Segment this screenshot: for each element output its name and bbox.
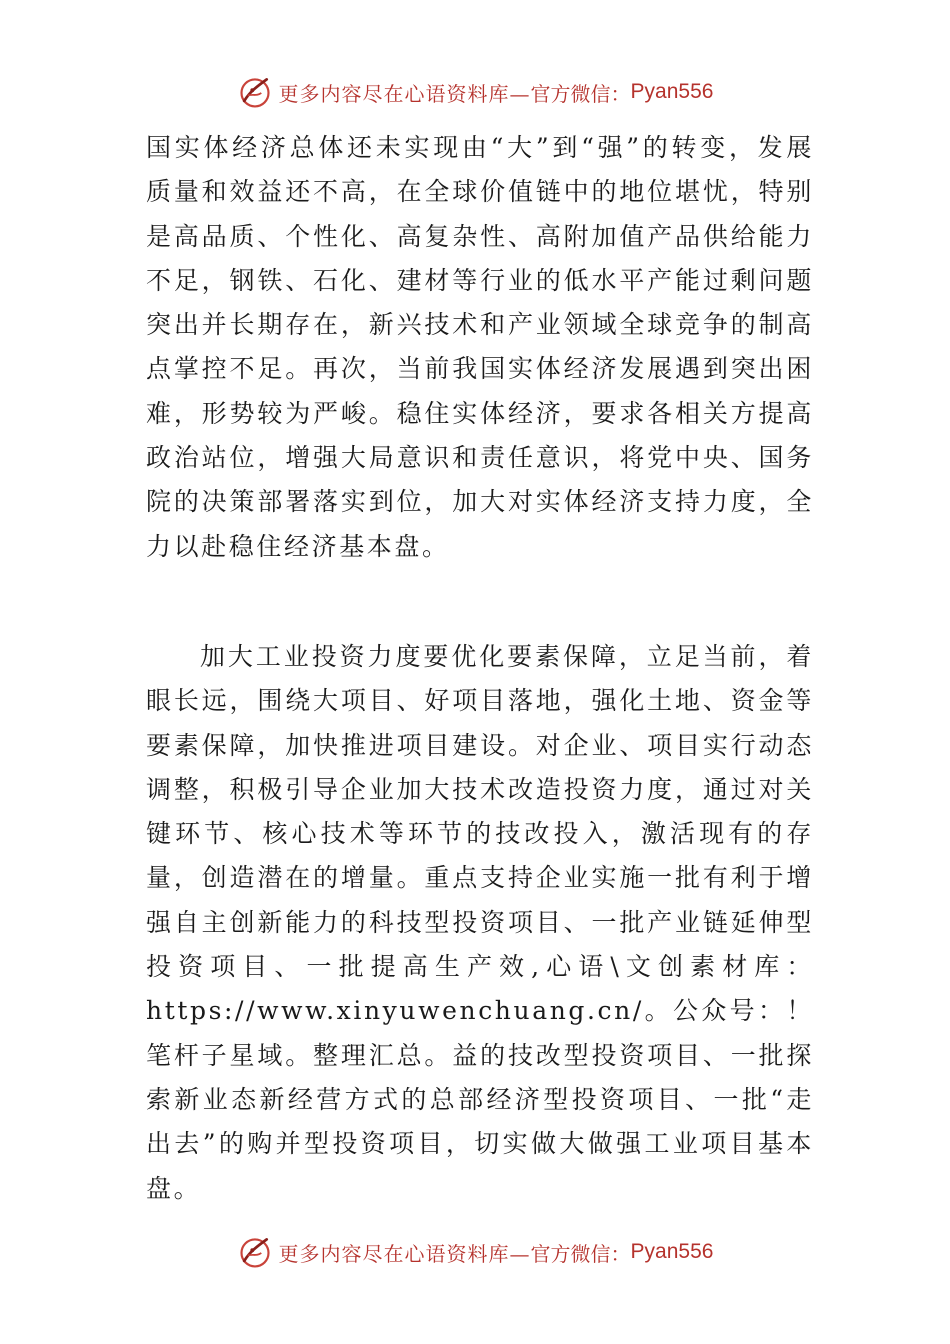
watermark-wechat-label: 官方微信：: [530, 1241, 631, 1266]
paragraph-gap: [146, 569, 814, 635]
watermark-wechat-id: Pyan556: [630, 80, 714, 103]
watermark-wechat-id: Pyan556: [630, 1240, 714, 1263]
watermark-text: 更多内容尽在心语资料库—: [278, 81, 531, 106]
footer-watermark: [0, 1232, 950, 1272]
paragraph-2: 加大工业投资力度要优化要素保障，立足当前，着眼长远，围绕大项目、好项目落地，强化土地、资金等要素保障，加快推进项目建设。对企业、项目实行动态调整，积极引导企业加大技术改造投资力度，通过对关键环节、核心技术等环节的技改投入，激活现有的存量，创造潜在的增量。重点支持企业实施一批有利于增强自主创新能力的科技型投资项目、一批产业链延伸型投资项目、一批提高生产效,心语\文创素材库：https://www.xinyuwenchuang.cn/。公众号：！笔杆子星域。整理汇总。益的技改型投资项目、一批探索新业态新经营方式的总部经济型投资项目、一批“走出去”的购并型投资项目，切实做大做强工业项目基本盘。: [146, 641, 814, 1203]
brush-logo-icon: [237, 1234, 273, 1270]
paragraph-1: 国实体经济总体还未实现由“大”到“强”的转变，发展质量和效益还不高，在全球价值链中的地位堪忧，特别是高品质、个性化、高复杂性、高附加值产品供给能力不足，钢铁、石化、建材等行业的低水平产能过剩问题突出并长期存在，新兴技术和产业领域全球竞争的制高点掌控不足。再次，当前我国实体经济发展遇到突出困难，形势较为严峻。稳住实体经济，要求各相关方提高政治站位，增强大局意识和责任意识，将党中央、国务院的决策部署落实到位，加大对实体经济支持力度，全力以赴稳住经济基本盘。: [146, 133, 814, 561]
document-body: [146, 126, 814, 1211]
header-watermark: [0, 72, 950, 112]
brush-logo-icon: [237, 74, 273, 110]
watermark-text: 更多内容尽在心语资料库—: [278, 1241, 531, 1266]
watermark-wechat-label: 官方微信：: [530, 81, 631, 106]
